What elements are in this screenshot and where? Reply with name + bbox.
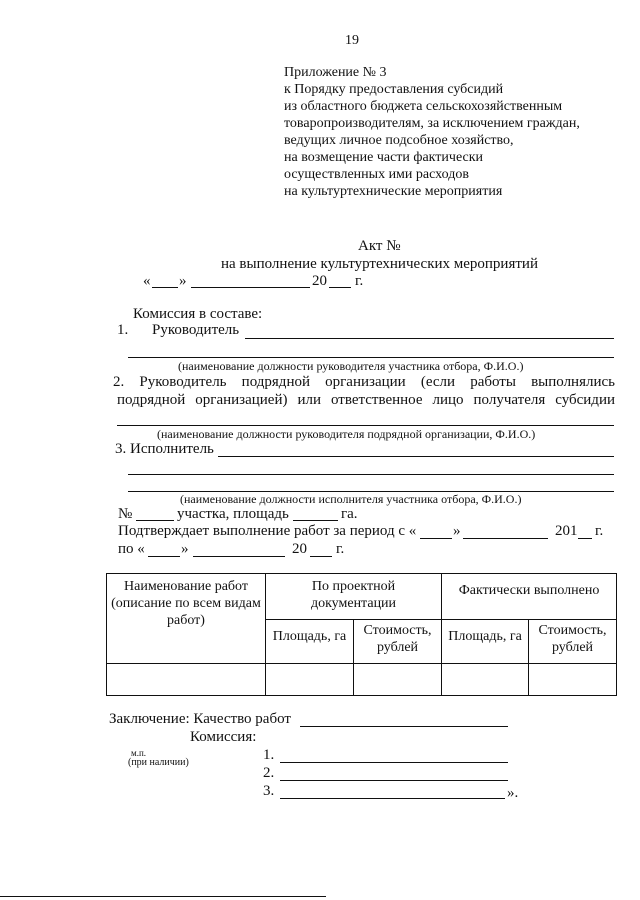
sub-cost-project: Стоимость, рублей xyxy=(354,620,442,664)
appendix-line: Приложение № 3 xyxy=(284,65,387,80)
item1-number: 1. xyxy=(117,322,129,338)
period-to: по « xyxy=(118,541,145,557)
act-month-blank xyxy=(191,287,310,288)
commission-intro: Комиссия в составе: xyxy=(133,306,263,322)
table-cell xyxy=(266,664,354,696)
item3-blank-2 xyxy=(128,474,614,475)
item3-caption: (наименование должности исполнителя участника отбора, Ф.И.О.) xyxy=(180,492,522,506)
appendix-line: ведущих личное подсобное хозяйство, xyxy=(284,133,514,148)
works-table xyxy=(106,573,617,696)
period-to-year: 20 xyxy=(292,541,307,557)
signature-end-quote: ». xyxy=(507,785,519,801)
appendix-line: к Порядку предоставления субсидий xyxy=(284,82,504,97)
period-month-blank xyxy=(463,538,548,539)
period-year: 201 xyxy=(555,523,578,539)
table-cell xyxy=(354,664,442,696)
item3-blank xyxy=(218,456,614,457)
appendix-line: товаропроизводителям, за исключением граждан, xyxy=(284,116,580,131)
act-year-blank xyxy=(329,287,351,288)
period-to-close-quote: » xyxy=(181,541,189,557)
act-subtitle: на выполнение культуртехнических мероприятий xyxy=(221,256,538,272)
plot-unit: га. xyxy=(341,506,358,522)
period-to-suffix: г. xyxy=(336,541,345,557)
period-suffix: г. xyxy=(595,523,604,539)
item2-line1: 2. Руководитель подрядной организации (если работы выполнялись xyxy=(113,374,615,390)
appendix-line: на возмещение части фактически xyxy=(284,150,484,165)
signature-1-blank xyxy=(280,762,508,763)
seal-note: (при наличии) xyxy=(128,757,189,768)
table-header-row xyxy=(107,574,617,620)
page-number: 19 xyxy=(345,33,359,48)
item2-caption: (наименование должности руководителя подрядной организации, Ф.И.О.) xyxy=(157,427,536,441)
period-year-blank xyxy=(578,538,592,539)
plot-number-blank xyxy=(136,520,174,521)
col-group-project: По проектной документации xyxy=(266,574,442,620)
item3-label: 3. Исполнитель xyxy=(115,441,214,457)
col-group-actual: Фактически выполнено xyxy=(442,574,617,620)
signature-1-number: 1. xyxy=(263,747,275,763)
table-row xyxy=(107,664,617,696)
plot-number-sign: № xyxy=(118,506,133,522)
item2-blank xyxy=(117,425,614,426)
table-cell xyxy=(107,664,266,696)
appendix-header xyxy=(284,64,580,200)
footer-separator xyxy=(0,896,326,897)
signature-3-blank xyxy=(280,798,505,799)
col-work-name: Наименование работ (описание по всем видам работ) xyxy=(107,574,266,664)
item2-line2: подрядной организацией) или ответственное лицо получателя субсидии xyxy=(117,392,615,408)
signature-2-number: 2. xyxy=(263,765,275,781)
signature-3-number: 3. xyxy=(263,783,275,799)
table-cell xyxy=(442,664,529,696)
period-to-month-blank xyxy=(193,556,285,557)
period-day-blank xyxy=(420,538,452,539)
item1-label: Руководитель xyxy=(152,322,240,338)
period-confirms: Подтверждает выполнение работ за период с « xyxy=(118,523,417,539)
act-date-open: « xyxy=(143,273,151,289)
conclusion-label: Заключение: Качество работ xyxy=(109,711,291,727)
appendix-line: осуществленных ими расходов xyxy=(284,167,469,182)
act-title: Акт № xyxy=(358,238,401,254)
item1-blank-2 xyxy=(128,357,614,358)
conclusion-blank xyxy=(300,726,508,727)
table-cell xyxy=(529,664,617,696)
appendix-line: на культуртехнические мероприятия xyxy=(284,184,503,199)
signature-2-blank xyxy=(280,780,508,781)
act-date-year: 20 xyxy=(312,273,327,289)
plot-area-blank xyxy=(293,520,338,521)
item1-blank xyxy=(245,338,614,339)
act-date-suffix: г. xyxy=(355,273,364,289)
appendix-line: из областного бюджета сельскохозяйственным xyxy=(284,99,563,114)
sub-area-actual: Площадь, га xyxy=(442,620,529,664)
act-day-blank xyxy=(152,287,178,288)
act-date-close: » xyxy=(179,273,187,289)
plot-text: участка, площадь xyxy=(177,506,289,522)
item1-caption: (наименование должности руководителя участника отбора, Ф.И.О.) xyxy=(178,359,524,373)
seal-mark: м.п. xyxy=(131,748,147,758)
period-to-day-blank xyxy=(148,556,180,557)
conclusion-commission: Комиссия: xyxy=(190,729,257,745)
sub-area-project: Площадь, га xyxy=(266,620,354,664)
period-close-quote: » xyxy=(453,523,461,539)
period-to-year-blank xyxy=(310,556,332,557)
sub-cost-actual: Стоимость, рублей xyxy=(529,620,617,664)
